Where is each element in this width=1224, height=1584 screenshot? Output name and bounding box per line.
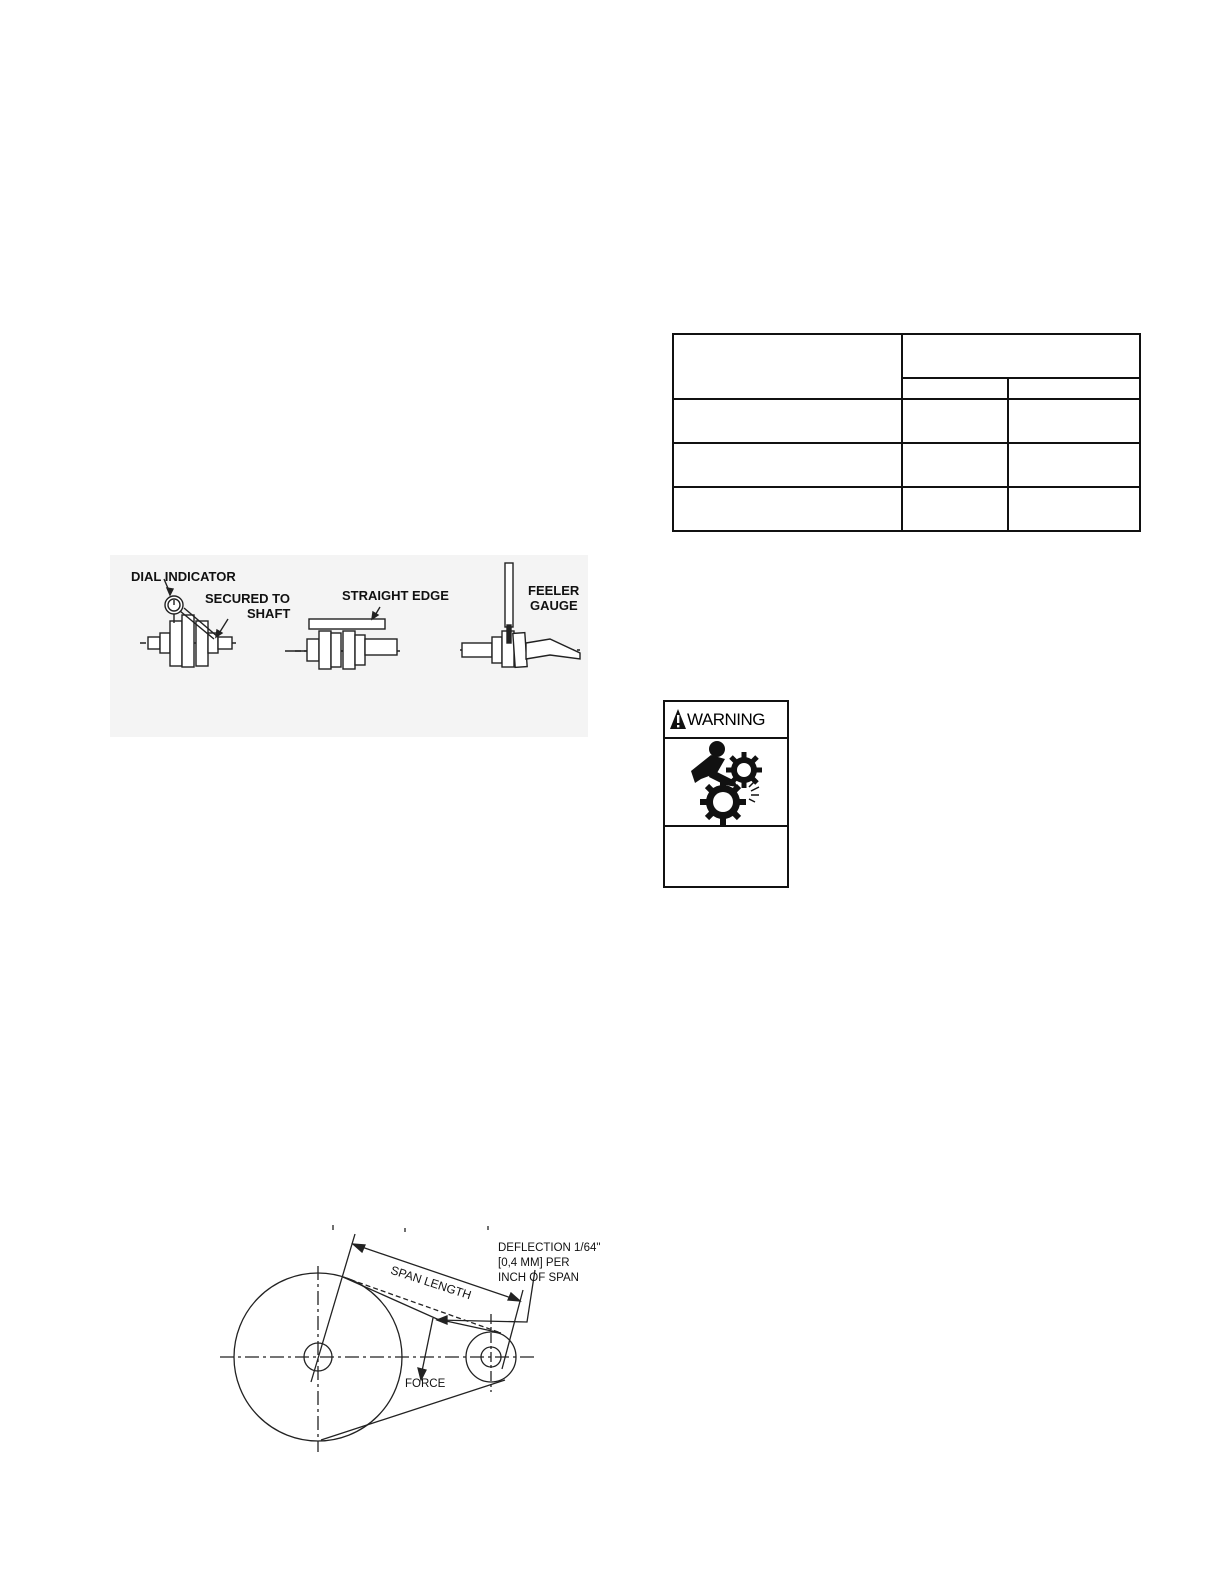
table-header-row xyxy=(673,334,1140,378)
secured-to-shaft-label-line2: SHAFT xyxy=(247,606,291,621)
deflection-label-line2: [0,4 MM] PER xyxy=(498,1257,570,1269)
warning-header-text: WARNING xyxy=(687,710,766,729)
table-cell xyxy=(902,399,1008,443)
warning-header xyxy=(665,702,787,739)
table-cell xyxy=(902,487,1008,531)
table-subheader-cell xyxy=(1008,378,1140,399)
table-header-cell xyxy=(902,334,1140,378)
entanglement-hazard-gears-icon xyxy=(665,739,787,825)
deflection-label-line3: INCH OF SPAN xyxy=(498,1272,579,1284)
table-cell xyxy=(1008,399,1140,443)
warning-pictogram xyxy=(665,739,787,827)
table-row xyxy=(673,487,1140,531)
warning-sign xyxy=(663,700,789,888)
table-row xyxy=(673,443,1140,487)
deflection-label-line1: DEFLECTION 1/64" xyxy=(498,1242,601,1254)
feeler-gauge-label-line1: FEELER xyxy=(528,583,580,598)
table-subheader-cell xyxy=(902,378,1008,399)
table-cell xyxy=(673,487,902,531)
table-row xyxy=(673,399,1140,443)
secured-to-shaft-label-line1: SECURED TO xyxy=(205,591,290,606)
dial-indicator-label: DIAL INDICATOR xyxy=(131,569,236,584)
force-label: FORCE xyxy=(405,1378,446,1390)
table-cell xyxy=(902,443,1008,487)
warning-triangle-icon xyxy=(669,708,687,730)
straight-edge-label: STRAIGHT EDGE xyxy=(342,588,449,603)
table-cell xyxy=(1008,487,1140,531)
coupling-alignment-figure xyxy=(110,555,588,737)
specification-table xyxy=(672,333,1139,530)
feeler-gauge-label-line2: GAUGE xyxy=(530,598,578,613)
table-header-cell xyxy=(673,334,902,399)
table-cell xyxy=(1008,443,1140,487)
belt-tension-figure xyxy=(215,1222,610,1454)
table-cell xyxy=(673,399,902,443)
warning-body xyxy=(665,827,787,886)
table-cell xyxy=(673,443,902,487)
span-length-label: SPAN LENGTH xyxy=(388,1263,474,1303)
specification-table-grid xyxy=(672,333,1141,532)
